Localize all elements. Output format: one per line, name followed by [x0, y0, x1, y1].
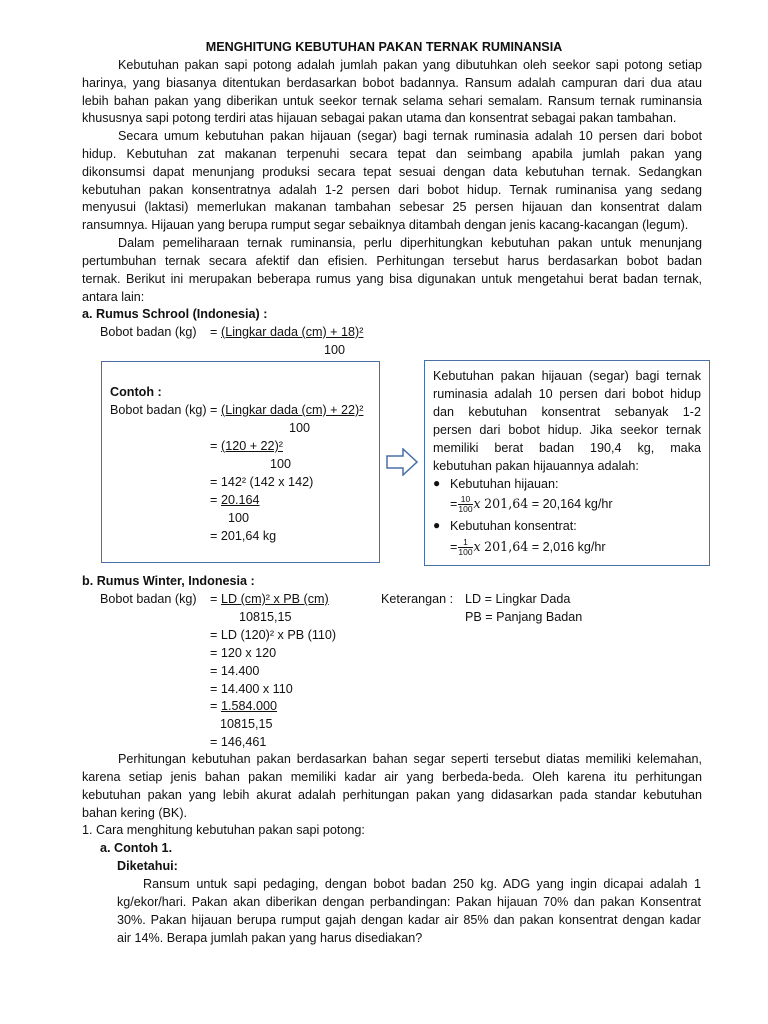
result: = 20,164 kg/hr	[531, 497, 613, 511]
example-heading: Contoh :	[110, 385, 162, 399]
text-line: Secara umum kebutuhan pakan hijauan (segar) bagi ternak ruminasia adalah 10 persen dari bobot	[118, 129, 702, 143]
winter-step: = 120 x 120	[210, 646, 277, 660]
eq-sign: =	[450, 540, 458, 554]
text-line: pertumbuhan ternak secara afektif dan efisien. Perhitungan tersebut harus berdasarkan bobot badan	[82, 254, 702, 268]
page-title: MENGHITUNG KEBUTUHAN PAKAN TERNAK RUMINANSIA	[205, 40, 563, 54]
right-arrow-icon	[386, 448, 418, 476]
formula-numerator: (Lingkar dada (cm) + 18)²	[221, 325, 364, 339]
formula-lhs: Bobot badan (kg)	[100, 325, 197, 339]
formula-denominator: 100	[324, 343, 346, 357]
example-numerator-4: 20.164	[221, 493, 260, 507]
formula-eq: =	[210, 592, 218, 606]
winter-result: = 146,461	[210, 735, 267, 749]
winter-step: = LD (120)² x PB (110)	[210, 628, 337, 642]
winter-eq: =	[210, 699, 218, 713]
formula-hijauan	[450, 493, 613, 515]
example-step-3: = 142² (142 x 142)	[210, 475, 314, 489]
value: 201,64	[484, 539, 529, 554]
text-line: ternak. Berikut ini merupakan beberapa rumus yang bisa digunakan untuk mengetahui berat badan ternak,	[82, 272, 702, 286]
text-line: kebutuhan pakan yang lebih akurat adalah perhitungan pakan yang didasarkan pada standar kebutuhan	[82, 788, 702, 802]
bullet-label-hijauan: Kebutuhan hijauan:	[450, 477, 559, 491]
text-line: karena setiap jenis bahan pakan memiliki kadar air yang berbeda-beda. Oleh karena itu perhitungan	[82, 770, 702, 784]
formula-eq: =	[210, 325, 218, 339]
info-line: persen dari bobot hidup. Jika seekor ternak	[433, 423, 701, 437]
value: 201,64	[484, 496, 529, 511]
text-line: Kebutuhan pakan sapi potong adalah jumlah pakan yang dibutuhkan oleh seekor sapi potong setiap	[118, 58, 702, 72]
text-line: Dalam pemeliharaan ternak ruminansia, perlu diperhitungkan kebutuhan pakan untuk menunjang	[118, 236, 702, 250]
winter-step: = 14.400 x 110	[210, 682, 293, 696]
text-line: 30%. Pakan hijauan berupa rumput gajah dengan kadar air 85% dan pakan konsentrat dengan kadar	[117, 913, 701, 927]
keterangan-pb: PB = Panjang Badan	[465, 610, 583, 624]
info-line: memiliki berat badan 190,4 kg, maka	[433, 441, 701, 455]
example-lhs: Bobot badan (kg)	[110, 403, 207, 417]
eq-sign: =	[450, 497, 458, 511]
text-line: antara lain:	[82, 290, 145, 304]
info-line: kebutuhan pakan hijauannya adalah:	[433, 459, 639, 473]
times-sign: x	[473, 539, 481, 554]
text-line: menyusui (laktasi) memerlukan makanan tambahan sebesar 25 persen hijauan dan konsentrat dalam	[82, 200, 702, 214]
bullet-icon: ●	[433, 518, 441, 532]
fraction-numerator: 10	[458, 495, 472, 505]
fraction	[458, 538, 472, 557]
text-line: air 14%. Berapa jumlah pakan yang harus disediakan?	[117, 931, 423, 945]
section-heading: b. Rumus Winter, Indonesia :	[82, 574, 255, 588]
winter-numerator: 1.584.000	[221, 699, 278, 713]
text-line: kg/ekor/hari. Pakan akan diberikan dengan perbandingan: Pakan hijauan 70% dan pakan Konsentrat	[117, 895, 701, 909]
text-line: Perhitungan kebutuhan pakan berdasarkan bahan segar seperti tersebut diatas memiliki kelemahan,	[118, 752, 702, 766]
example-eq: =	[210, 403, 218, 417]
winter-denominator: 10815,15	[220, 717, 273, 731]
info-line: dan kebutuhan konsentrat sebanyak 1-2	[433, 405, 701, 419]
example-denominator-1: 100	[289, 421, 311, 435]
example-result: = 201,64 kg	[210, 529, 277, 543]
info-line: Kebutuhan pakan hijauan (segar) bagi ternak	[433, 369, 701, 383]
winter-step: = 14.400	[210, 664, 260, 678]
fraction-denominator: 100	[458, 547, 473, 558]
text-line: bahan kering (BK).	[82, 806, 188, 820]
list-item: 1. Cara menghitung kebutuhan pakan sapi potong:	[82, 823, 365, 837]
text-line: harinya, yang biasanya ditentukan berdasarkan bobot badannya. Ransum adalah campuran dari dua atau	[82, 76, 702, 90]
keterangan-label: Keterangan :	[381, 592, 454, 606]
fraction	[458, 495, 472, 514]
text-line: Ransum untuk sapi pedaging, dengan bobot badan 250 kg. ADG yang ingin dicapai adalah 1	[143, 877, 701, 891]
text-line: khususnya sapi potong terdiri atas hijauan sebagai pakan utama dan konsentrat sebagai pakan tambahan.	[82, 111, 677, 125]
fraction-numerator: 1	[458, 538, 472, 548]
formula-denominator: 10815,15	[239, 610, 292, 624]
section-heading: a. Rumus Schrool (Indonesia) :	[82, 307, 268, 321]
keterangan-ld: LD = Lingkar Dada	[465, 592, 571, 606]
example-numerator-1: (Lingkar dada (cm) + 22)²	[221, 403, 364, 417]
text-line: kebutuhan pakan konsentratnya adalah 1-2 persen dari bobot hidup. Ternak ruminanisa yang sedang	[82, 183, 702, 197]
example-eq-4: =	[210, 493, 218, 507]
example-eq-2: =	[210, 439, 218, 453]
formula-lhs: Bobot badan (kg)	[100, 592, 197, 606]
text-line: lebih bahan pakan yang diberikan untuk seekor ternak selama sehari semalam. Ransum ternak ruminansia	[82, 94, 702, 108]
bullet-label-konsentrat: Kebutuhan konsentrat:	[450, 519, 577, 533]
bullet-icon: ●	[433, 476, 441, 490]
example-denominator-4: 100	[228, 511, 250, 525]
text-line: ransumnya. Hijauan yang berupa rumput segar sebaiknya ditambah dengan jenis kacang-kacangan (legum).	[82, 218, 689, 232]
text-line: dikonsumsi dapat menunjang produksi secara tepat sesuai dengan data kebutuhan ternak. Sedangkan	[82, 165, 702, 179]
result: = 2,016 kg/hr	[531, 540, 606, 554]
formula-numerator: LD (cm)² x PB (cm)	[221, 592, 329, 606]
example-denominator-2: 100	[270, 457, 292, 471]
list-sub-item: a. Contoh 1.	[100, 841, 173, 855]
formula-konsentrat	[450, 536, 606, 558]
fraction-denominator: 100	[458, 504, 473, 515]
text-line: hidup. Kebutuhan zat makanan terpenuhi secara tepat dan seimbang apabila jumlah pakan yang	[82, 147, 702, 161]
example-numerator-2: (120 + 22)²	[221, 439, 283, 453]
times-sign: x	[473, 496, 481, 511]
diketahui-label: Diketahui:	[117, 859, 178, 873]
info-line: ruminasia adalah 10 persen dari bobot hidup	[433, 387, 701, 401]
